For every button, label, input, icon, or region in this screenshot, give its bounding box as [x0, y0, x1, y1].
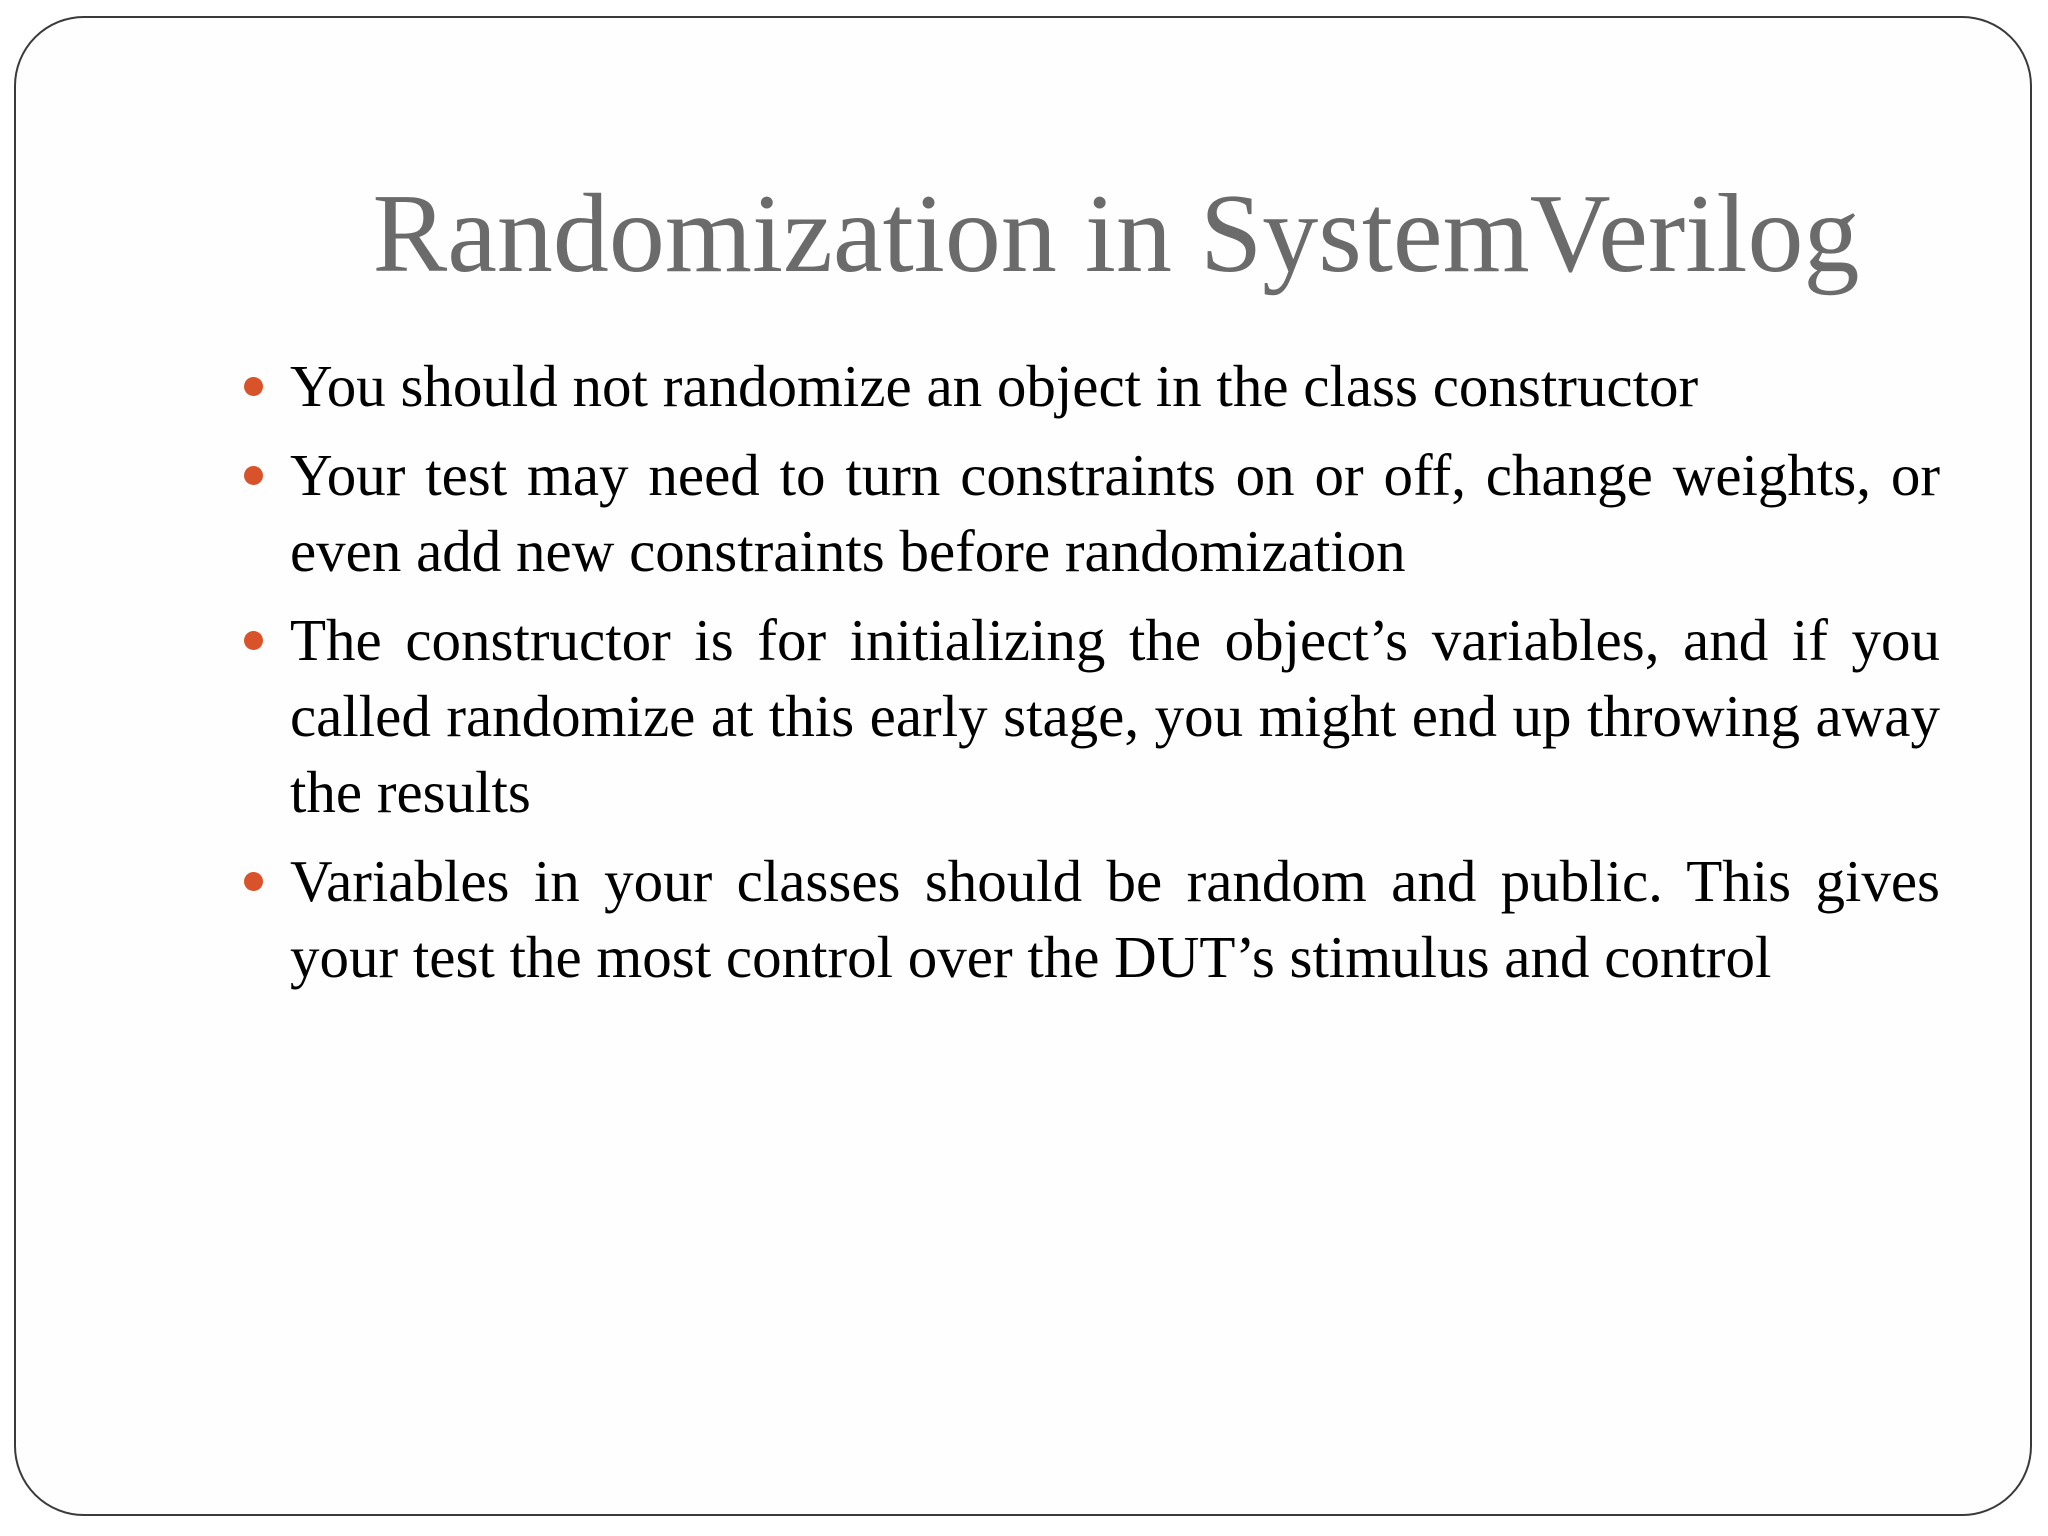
bullet-text: The constructor is for initializing the object’s variables, and if you called randomize at this early stage, you might end up throwing away the results	[290, 607, 1940, 825]
bullet-dot-icon	[244, 631, 263, 650]
bullet-text: Your test may need to turn constraints on or off, change weights, or even add new constraints before randomization	[290, 442, 1940, 584]
bullet-list	[290, 348, 1940, 1008]
bullet-dot-icon	[244, 377, 263, 396]
bullet-text: You should not randomize an object in the class constructor	[290, 353, 1699, 419]
bullet-item	[290, 348, 1940, 424]
slide-title: Randomization in SystemVerilog	[372, 172, 1860, 296]
bullet-item	[290, 602, 1940, 830]
bullet-dot-icon	[244, 872, 263, 891]
bullet-item	[290, 437, 1940, 589]
slide	[14, 16, 2032, 1516]
bullet-text: Variables in your classes should be random and public. This gives your test the most control over the DUT’s stimulus and control	[290, 848, 1940, 990]
bullet-item	[290, 843, 1940, 995]
bullet-dot-icon	[244, 466, 263, 485]
